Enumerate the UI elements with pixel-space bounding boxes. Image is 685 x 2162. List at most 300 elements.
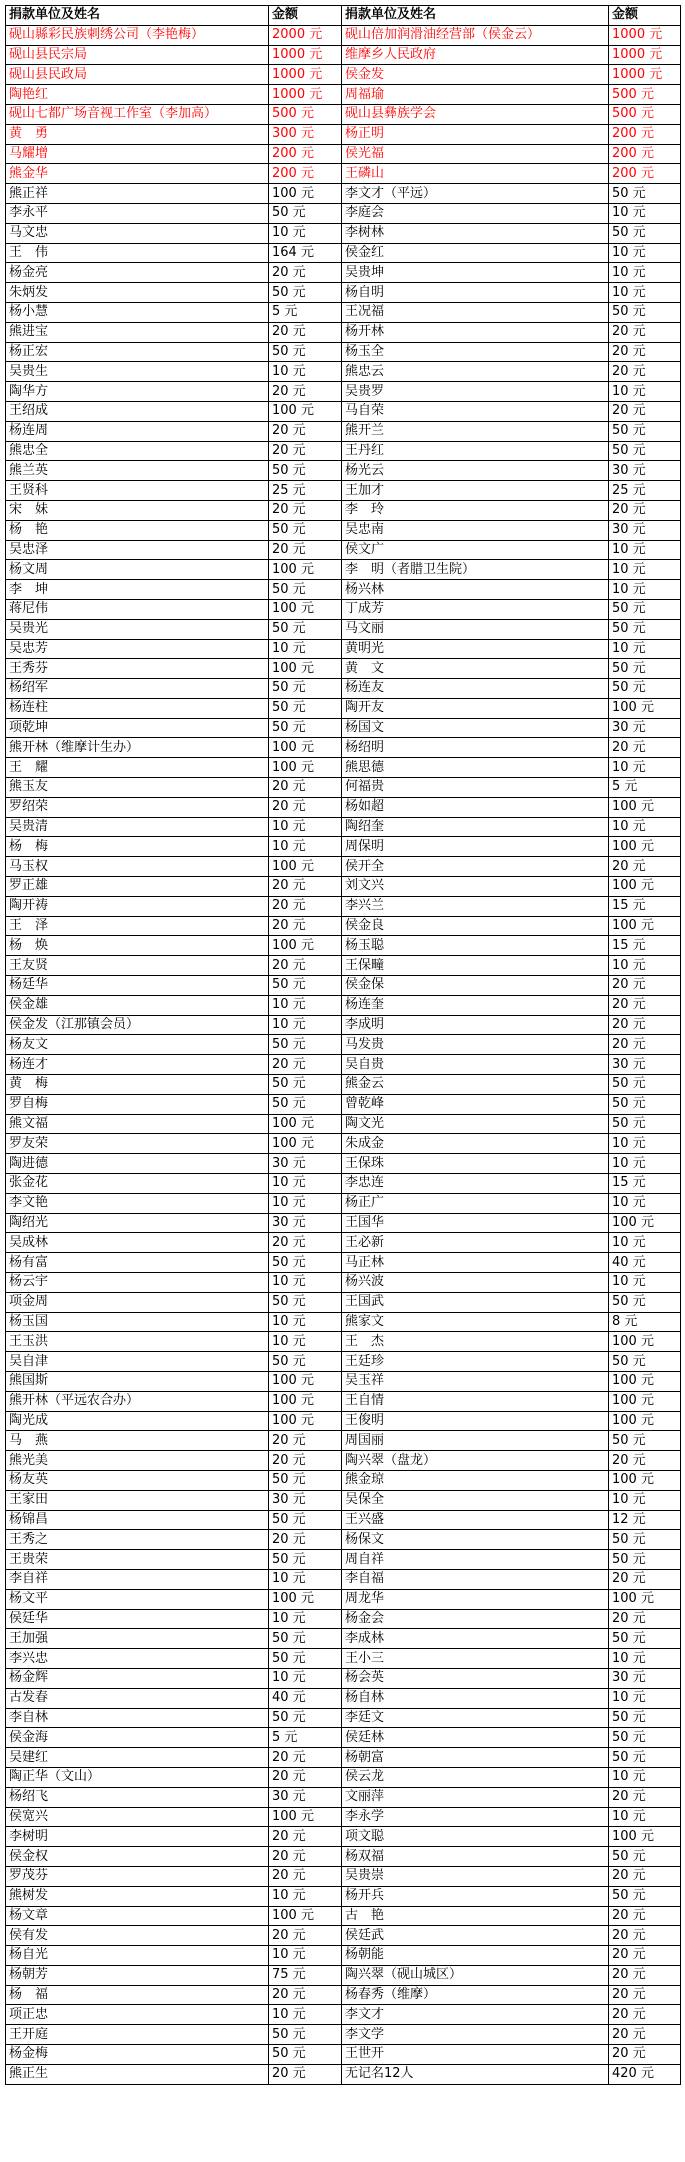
- donation-amount: 10 元: [609, 1649, 681, 1669]
- table-row: [6, 1609, 681, 1629]
- header-name-right: 捐款单位及姓名: [342, 6, 609, 26]
- donation-amount: 100 元: [609, 1827, 681, 1847]
- table-row: [6, 1807, 681, 1827]
- donor-name: 陶开祷: [6, 896, 269, 916]
- donation-amount: 20 元: [269, 540, 342, 560]
- donor-name: 王家田: [6, 1490, 269, 1510]
- table-row: [6, 1174, 681, 1194]
- donation-amount: 20 元: [609, 362, 681, 382]
- donation-amount: 164 元: [269, 243, 342, 263]
- donation-amount: 30 元: [609, 1055, 681, 1075]
- donor-name: 杨正明: [342, 124, 609, 144]
- donor-name: 熊开林（维摩计生办）: [6, 738, 269, 758]
- donor-name: 熊思德: [342, 758, 609, 778]
- donation-amount: 10 元: [269, 362, 342, 382]
- table-row: [6, 322, 681, 342]
- donor-name: 陶正华（文山）: [6, 1767, 269, 1787]
- table-row: [6, 1728, 681, 1748]
- donor-name: 侯金权: [6, 1847, 269, 1867]
- donation-amount: 10 元: [269, 1312, 342, 1332]
- donation-amount: 10 元: [609, 1807, 681, 1827]
- donor-name: 王加强: [6, 1629, 269, 1649]
- table-row: [6, 995, 681, 1015]
- donor-name: 周福瑜: [342, 85, 609, 105]
- donation-amount: 100 元: [269, 659, 342, 679]
- donation-amount: 20 元: [609, 401, 681, 421]
- donation-amount: 20 元: [269, 441, 342, 461]
- donor-name: 李兴忠: [6, 1649, 269, 1669]
- donor-name: 侯金保: [342, 976, 609, 996]
- donor-name: 熊忠全: [6, 441, 269, 461]
- table-row: [6, 758, 681, 778]
- table-row: [6, 1906, 681, 1926]
- donation-amount: 200 元: [269, 144, 342, 164]
- donation-amount: 50 元: [269, 461, 342, 481]
- donation-amount: 20 元: [269, 1767, 342, 1787]
- donor-name: 陶艳红: [6, 85, 269, 105]
- donation-amount: 20 元: [609, 1985, 681, 2005]
- table-row: [6, 1866, 681, 1886]
- donation-amount: 10 元: [269, 2005, 342, 2025]
- donation-amount: 100 元: [269, 184, 342, 204]
- donation-amount: 1000 元: [269, 85, 342, 105]
- donation-amount: 20 元: [609, 2025, 681, 2045]
- table-row: [6, 342, 681, 362]
- donation-amount: 1000 元: [609, 65, 681, 85]
- donor-name: 马自荣: [342, 401, 609, 421]
- donor-name: 杨绍军: [6, 679, 269, 699]
- donor-name: 砚山倍加润滑油经营部（侯金云）: [342, 25, 609, 45]
- donor-name: 杨友文: [6, 1035, 269, 1055]
- donor-name: 周保明: [342, 837, 609, 857]
- donor-name: 马正林: [342, 1253, 609, 1273]
- donation-amount: 10 元: [609, 1767, 681, 1787]
- donor-name: 黄 梅: [6, 1075, 269, 1095]
- donation-amount: 50 元: [269, 1094, 342, 1114]
- donor-name: 宋 妹: [6, 500, 269, 520]
- table-row: [6, 1470, 681, 1490]
- donor-name: 杨有富: [6, 1253, 269, 1273]
- donor-name: 李树林: [342, 223, 609, 243]
- donor-name: 文丽萍: [342, 1787, 609, 1807]
- donation-amount: 30 元: [609, 520, 681, 540]
- donation-amount: 100 元: [609, 1411, 681, 1431]
- donor-name: 陶光成: [6, 1411, 269, 1431]
- donation-amount: 100 元: [609, 916, 681, 936]
- donor-name: 熊玉友: [6, 778, 269, 798]
- donor-name: 陶绍光: [6, 1213, 269, 1233]
- table-row: [6, 738, 681, 758]
- donor-name: 侯有发: [6, 1926, 269, 1946]
- donor-name: 李忠连: [342, 1174, 609, 1194]
- donation-amount: 75 元: [269, 1965, 342, 1985]
- donor-name: 侯金雄: [6, 995, 269, 1015]
- donation-amount: 10 元: [609, 263, 681, 283]
- donation-amount: 30 元: [269, 1490, 342, 1510]
- table-row: [6, 817, 681, 837]
- donor-name: 熊国斯: [6, 1371, 269, 1391]
- donation-amount: 20 元: [609, 342, 681, 362]
- donor-name: 王玉洪: [6, 1332, 269, 1352]
- donation-amount: 100 元: [609, 1391, 681, 1411]
- donor-name: 马文丽: [342, 619, 609, 639]
- donation-amount: 20 元: [609, 1015, 681, 1035]
- donor-name: 丁成芳: [342, 599, 609, 619]
- table-row: [6, 1748, 681, 1768]
- table-row: [6, 936, 681, 956]
- donation-amount: 200 元: [609, 144, 681, 164]
- donor-name: 刘文兴: [342, 877, 609, 897]
- header-name-left: 捐款单位及姓名: [6, 6, 269, 26]
- donor-name: 侯云龙: [342, 1767, 609, 1787]
- donor-name: 侯光福: [342, 144, 609, 164]
- table-row: [6, 560, 681, 580]
- donation-amount: 20 元: [269, 1847, 342, 1867]
- donation-amount: 15 元: [609, 1174, 681, 1194]
- donation-amount: 10 元: [609, 1154, 681, 1174]
- donor-name: 李自祥: [6, 1569, 269, 1589]
- donation-amount: 20 元: [269, 1866, 342, 1886]
- donor-name: 熊正生: [6, 2064, 269, 2084]
- donor-name: 吴贵坤: [342, 263, 609, 283]
- donor-name: 杨朝芳: [6, 1965, 269, 1985]
- donor-name: 杨开林: [342, 322, 609, 342]
- donation-amount: 1000 元: [269, 45, 342, 65]
- donor-name: 杨锦昌: [6, 1510, 269, 1530]
- donation-amount: 50 元: [609, 619, 681, 639]
- donor-name: 杨连奎: [342, 995, 609, 1015]
- donation-amount: 50 元: [269, 1075, 342, 1095]
- donation-amount: 50 元: [609, 1352, 681, 1372]
- donation-amount: 10 元: [609, 243, 681, 263]
- donation-amount: 50 元: [609, 1530, 681, 1550]
- donation-amount: 10 元: [269, 995, 342, 1015]
- donor-name: 马玉权: [6, 857, 269, 877]
- table-row: [6, 1827, 681, 1847]
- donor-name: 杨保文: [342, 1530, 609, 1550]
- donation-amount: 20 元: [609, 1609, 681, 1629]
- donation-amount: 10 元: [609, 758, 681, 778]
- donor-name: 杨开兵: [342, 1886, 609, 1906]
- donation-amount: 50 元: [269, 520, 342, 540]
- donation-amount: 50 元: [269, 698, 342, 718]
- donation-amount: 100 元: [269, 738, 342, 758]
- table-row: [6, 1055, 681, 1075]
- donor-name: 吴玉祥: [342, 1371, 609, 1391]
- donation-amount: 20 元: [269, 500, 342, 520]
- table-row: [6, 223, 681, 243]
- donor-name: 王 泽: [6, 916, 269, 936]
- donation-amount: 10 元: [609, 203, 681, 223]
- donor-name: 李永学: [342, 1807, 609, 1827]
- donation-amount: 15 元: [609, 936, 681, 956]
- donor-name: 吴自津: [6, 1352, 269, 1372]
- table-row: [6, 619, 681, 639]
- donation-amount: 20 元: [269, 1926, 342, 1946]
- table-row: [6, 1668, 681, 1688]
- donor-name: 马 燕: [6, 1431, 269, 1451]
- donor-name: 李 明（者腊卫生院）: [342, 560, 609, 580]
- table-row: [6, 2045, 681, 2065]
- donor-name: 王 杰: [342, 1332, 609, 1352]
- donor-name: 吴贵生: [6, 362, 269, 382]
- donor-name: 杨文周: [6, 560, 269, 580]
- table-row: [6, 1352, 681, 1372]
- donor-name: 王自情: [342, 1391, 609, 1411]
- donation-amount: 10 元: [269, 817, 342, 837]
- donation-amount: 420 元: [609, 2064, 681, 2084]
- donor-name: 王国武: [342, 1292, 609, 1312]
- donation-amount: 40 元: [609, 1253, 681, 1273]
- donation-amount: 5 元: [269, 1728, 342, 1748]
- donor-name: 杨玉全: [342, 342, 609, 362]
- donation-amount: 20 元: [609, 2045, 681, 2065]
- donation-list: [5, 5, 680, 2085]
- donation-amount: 20 元: [609, 500, 681, 520]
- table-row: [6, 1847, 681, 1867]
- donor-name: 蒋尼伟: [6, 599, 269, 619]
- donor-name: 李兴兰: [342, 896, 609, 916]
- donation-amount: 50 元: [609, 659, 681, 679]
- donation-amount: 50 元: [609, 1629, 681, 1649]
- table-row: [6, 1589, 681, 1609]
- donation-amount: 20 元: [609, 738, 681, 758]
- donor-name: 李文艳: [6, 1193, 269, 1213]
- donor-name: 王国华: [342, 1213, 609, 1233]
- donation-amount: 20 元: [609, 1866, 681, 1886]
- donation-amount: 50 元: [609, 1847, 681, 1867]
- donor-name: 陶兴翠（砚山城区）: [342, 1965, 609, 1985]
- donor-name: 侯金红: [342, 243, 609, 263]
- donor-name: 王贤科: [6, 481, 269, 501]
- donation-amount: 100 元: [269, 857, 342, 877]
- table-row: [6, 659, 681, 679]
- donor-name: 侯金良: [342, 916, 609, 936]
- table-row: [6, 481, 681, 501]
- donor-name: 杨会英: [342, 1668, 609, 1688]
- table-row: [6, 1114, 681, 1134]
- table-row: [6, 1391, 681, 1411]
- donation-amount: 50 元: [269, 976, 342, 996]
- donor-name: 李永平: [6, 203, 269, 223]
- table-row: [6, 1094, 681, 1114]
- donor-name: 项文聪: [342, 1827, 609, 1847]
- table-row: [6, 1193, 681, 1213]
- donation-amount: 30 元: [269, 1787, 342, 1807]
- donor-name: 熊光美: [6, 1451, 269, 1471]
- table-row: [6, 916, 681, 936]
- donor-name: 李自林: [6, 1708, 269, 1728]
- table-row: [6, 421, 681, 441]
- donation-amount: 1000 元: [609, 45, 681, 65]
- table-row: [6, 797, 681, 817]
- donor-name: 熊开兰: [342, 421, 609, 441]
- table-row: [6, 1253, 681, 1273]
- donor-name: 熊正祥: [6, 184, 269, 204]
- donor-name: 罗茂芬: [6, 1866, 269, 1886]
- donor-name: 吴自贵: [342, 1055, 609, 1075]
- donor-name: 杨金亮: [6, 263, 269, 283]
- table-row: [6, 243, 681, 263]
- donor-name: 李树明: [6, 1827, 269, 1847]
- donation-amount: 10 元: [269, 1569, 342, 1589]
- donor-name: 周国丽: [342, 1431, 609, 1451]
- donation-amount: 20 元: [609, 1965, 681, 1985]
- donation-amount: 20 元: [609, 976, 681, 996]
- donation-amount: 50 元: [269, 1035, 342, 1055]
- table-row: [6, 1292, 681, 1312]
- donation-amount: 20 元: [269, 1748, 342, 1768]
- table-row: [6, 25, 681, 45]
- table-row: [6, 184, 681, 204]
- donation-amount: 100 元: [609, 1470, 681, 1490]
- table-row: [6, 1371, 681, 1391]
- table-row: [6, 1233, 681, 1253]
- donor-name: 李自福: [342, 1569, 609, 1589]
- donation-amount: 50 元: [269, 283, 342, 303]
- donation-amount: 5 元: [269, 302, 342, 322]
- donation-amount: 50 元: [609, 1708, 681, 1728]
- table-row: [6, 520, 681, 540]
- donation-amount: 500 元: [609, 104, 681, 124]
- donor-name: 王 伟: [6, 243, 269, 263]
- donor-name: 杨正宏: [6, 342, 269, 362]
- donation-amount: 40 元: [269, 1688, 342, 1708]
- donor-name: 杨如超: [342, 797, 609, 817]
- table-row: [6, 1946, 681, 1966]
- donor-name: 侯金发: [342, 65, 609, 85]
- donation-amount: 20 元: [269, 1233, 342, 1253]
- donation-table: [5, 5, 681, 2085]
- donation-amount: 50 元: [269, 342, 342, 362]
- table-row: [6, 1688, 681, 1708]
- header-row: [6, 6, 681, 26]
- donation-amount: 20 元: [609, 1906, 681, 1926]
- donation-amount: 100 元: [269, 1371, 342, 1391]
- donation-amount: 10 元: [269, 639, 342, 659]
- donor-name: 吴贵清: [6, 817, 269, 837]
- donation-amount: 10 元: [609, 560, 681, 580]
- table-row: [6, 1926, 681, 1946]
- donation-amount: 20 元: [269, 896, 342, 916]
- donation-amount: 50 元: [609, 679, 681, 699]
- donation-amount: 50 元: [609, 441, 681, 461]
- donor-name: 杨双福: [342, 1847, 609, 1867]
- donor-name: 杨文平: [6, 1589, 269, 1609]
- donation-amount: 8 元: [609, 1312, 681, 1332]
- donation-amount: 50 元: [269, 1708, 342, 1728]
- table-row: [6, 1075, 681, 1095]
- donation-amount: 20 元: [269, 1451, 342, 1471]
- donor-name: 熊金琼: [342, 1470, 609, 1490]
- donor-name: 杨 梅: [6, 837, 269, 857]
- donor-name: 杨文章: [6, 1906, 269, 1926]
- donor-name: 杨连柱: [6, 698, 269, 718]
- donor-name: 杨兴波: [342, 1273, 609, 1293]
- donation-amount: 300 元: [269, 124, 342, 144]
- donation-amount: 20 元: [609, 1569, 681, 1589]
- donor-name: 吴忠芳: [6, 639, 269, 659]
- donation-amount: 20 元: [269, 916, 342, 936]
- donation-amount: 20 元: [269, 263, 342, 283]
- table-row: [6, 837, 681, 857]
- table-row: [6, 283, 681, 303]
- donor-name: 周龙华: [342, 1589, 609, 1609]
- donor-name: 项金周: [6, 1292, 269, 1312]
- donor-name: 王贵荣: [6, 1550, 269, 1570]
- donation-amount: 50 元: [609, 1094, 681, 1114]
- donation-amount: 20 元: [609, 1451, 681, 1471]
- donation-amount: 100 元: [609, 797, 681, 817]
- donor-name: 熊文福: [6, 1114, 269, 1134]
- donation-amount: 10 元: [609, 580, 681, 600]
- donor-name: 杨连友: [342, 679, 609, 699]
- table-row: [6, 1886, 681, 1906]
- donation-amount: 100 元: [269, 1906, 342, 1926]
- donation-amount: 100 元: [269, 1589, 342, 1609]
- table-row: [6, 1767, 681, 1787]
- donor-name: 李文才（平远）: [342, 184, 609, 204]
- donation-amount: 200 元: [609, 124, 681, 144]
- donor-name: 侯廷林: [342, 1728, 609, 1748]
- donation-amount: 30 元: [609, 461, 681, 481]
- donation-amount: 10 元: [269, 1946, 342, 1966]
- donation-amount: 10 元: [269, 1193, 342, 1213]
- donation-amount: 10 元: [609, 1688, 681, 1708]
- table-row: [6, 461, 681, 481]
- donor-name: 杨连才: [6, 1055, 269, 1075]
- donation-amount: 30 元: [269, 1154, 342, 1174]
- donor-name: 李 玲: [342, 500, 609, 520]
- donation-amount: 100 元: [269, 936, 342, 956]
- donation-amount: 100 元: [609, 1213, 681, 1233]
- donation-amount: 30 元: [269, 1213, 342, 1233]
- donor-name: 王开庭: [6, 2025, 269, 2045]
- donation-amount: 10 元: [269, 1174, 342, 1194]
- donor-name: 杨光云: [342, 461, 609, 481]
- donor-name: 项乾坤: [6, 718, 269, 738]
- donor-name: 熊树发: [6, 1886, 269, 1906]
- table-row: [6, 580, 681, 600]
- donor-name: 无记名12人: [342, 2064, 609, 2084]
- table-row: [6, 124, 681, 144]
- donation-amount: 20 元: [269, 2064, 342, 2084]
- donation-amount: 10 元: [609, 540, 681, 560]
- donation-amount: 50 元: [609, 223, 681, 243]
- donation-amount: 20 元: [609, 2005, 681, 2025]
- donor-name: 王绍成: [6, 401, 269, 421]
- table-row: [6, 1273, 681, 1293]
- donor-name: 杨廷华: [6, 976, 269, 996]
- donor-name: 熊家文: [342, 1312, 609, 1332]
- table-row: [6, 1787, 681, 1807]
- donation-amount: 10 元: [269, 1886, 342, 1906]
- donor-name: 吴贵罗: [342, 382, 609, 402]
- table-row: [6, 1035, 681, 1055]
- donor-name: 杨绍飞: [6, 1787, 269, 1807]
- donation-amount: 20 元: [269, 382, 342, 402]
- donation-amount: 50 元: [269, 1470, 342, 1490]
- donation-amount: 10 元: [609, 956, 681, 976]
- donation-amount: 10 元: [609, 1233, 681, 1253]
- table-row: [6, 679, 681, 699]
- donation-amount: 20 元: [269, 956, 342, 976]
- donor-name: 杨连周: [6, 421, 269, 441]
- donation-amount: 20 元: [269, 421, 342, 441]
- table-row: [6, 1451, 681, 1471]
- donor-name: 王丹红: [342, 441, 609, 461]
- donation-amount: 20 元: [269, 877, 342, 897]
